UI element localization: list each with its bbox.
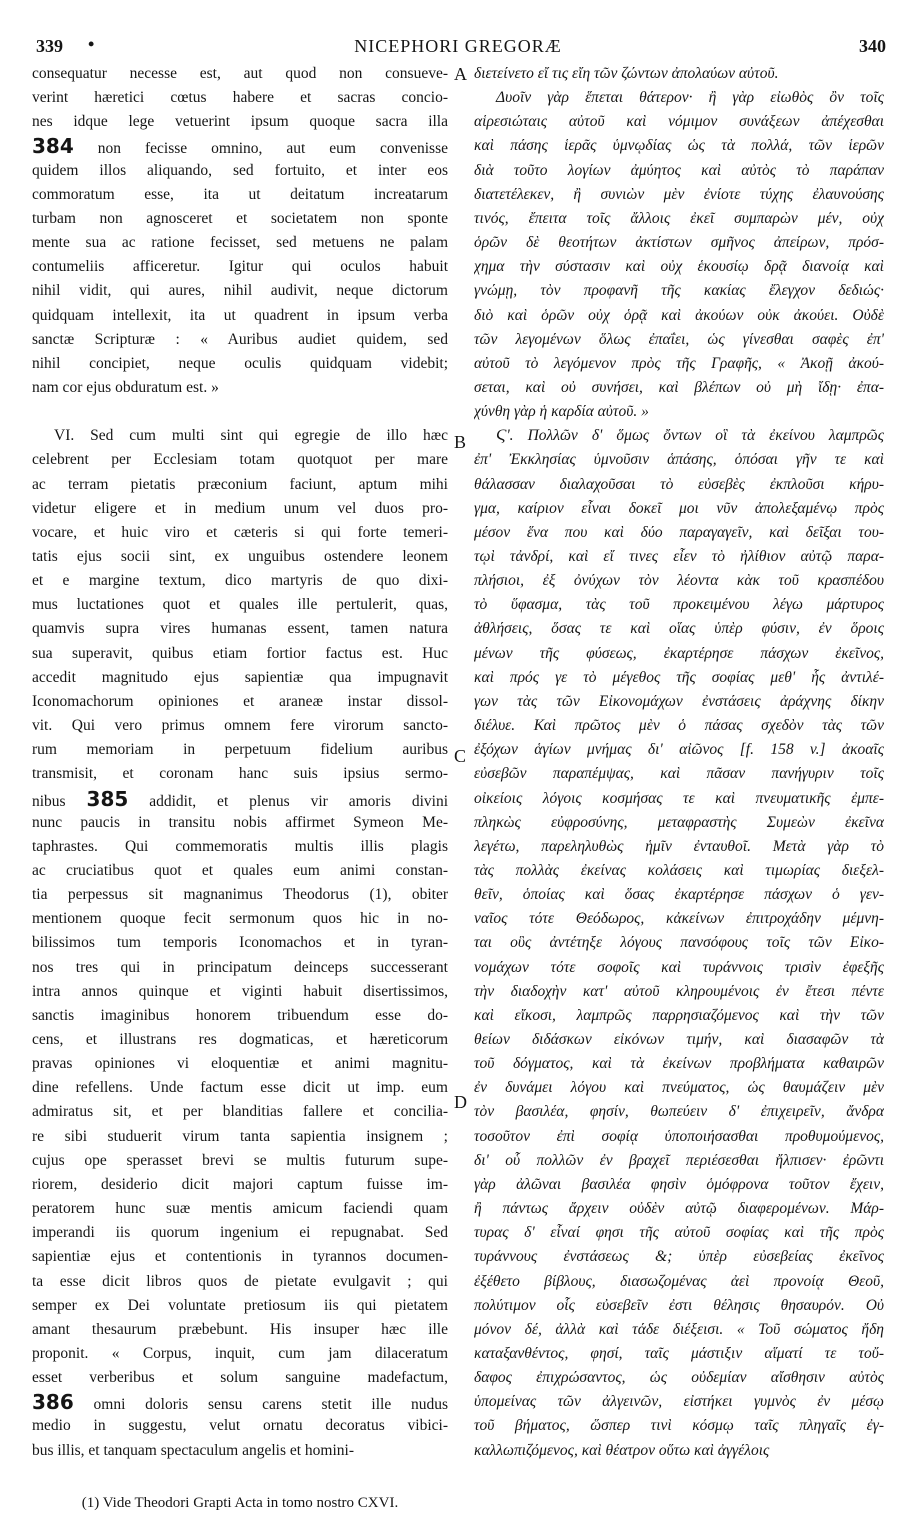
text-line: χύνθη γὰρ ἡ καρδία αὐτοῦ. » (474, 403, 649, 421)
text-line: ἐξέθετο βίβλους, διασωζομένας ἀεὶ προνοίᾳ Θεοῦ, (474, 1272, 884, 1290)
text-line: ται οὓς ἀντέτηξε λόγους πανσόφους τοῖς τῶν Εἰκο- (474, 934, 884, 952)
text-line: turbam non agnosceret et societatem non sponte (32, 209, 448, 227)
text-line: πολύτιμον οἷς εὐσεβεῖν ἐστι θέλησις θησαυρόν. Οὐ (474, 1296, 884, 1314)
text-line: mus luctationes quot et quales ille pertulerit, quas, (32, 596, 448, 614)
text-line: vit. Qui vero primus omnem fere virorum sancto- (32, 717, 448, 735)
text-line: χημα τὴν σύστασιν καὶ οὐχ ἑκουσίῳ δρᾷ διανοίᾳ καὶ (474, 258, 884, 276)
page-number-right: 340 (859, 36, 886, 56)
text-line: re sibi studuerit virum tanta sapientia insignem ; (32, 1127, 448, 1145)
text-line: τοῦ δόγματος, καὶ τὰ ἐκείνων προβλήματα καθαιρῶν (474, 1055, 884, 1073)
text-line: τυράννους ἐνστάσεως &; ὑπὲρ εὐσεβείας ἐκεῖνος (474, 1248, 884, 1266)
text-line: ὁρῶν δὲ θεοτήτων ἀκτίστων σμῆνος ἀπείρων, πρόσ- (474, 234, 884, 252)
text-line: Δυοῖν γὰρ ἕπεται θάτερον· ἢ γὰρ εἰωθὸς ὂν τοῖς (496, 89, 884, 107)
text-line (32, 400, 448, 424)
text-line: Iconomachorum opiniones et araneæ instar dissol- (32, 692, 448, 710)
text-line: γων τὰς τῶν Εἰκονομάχων ἐνστάσεις ἀράχνης δίκην (474, 692, 884, 710)
text-line: imperandi iis quorum ingenium ei repugnabat. Sed (32, 1224, 448, 1242)
text-line: διὰ τοῦτο λογίων ἀμύητος καὶ αὐτὸς τὸ παράπαν (474, 161, 884, 179)
inline-page-number: 385 (86, 786, 129, 811)
inline-page-number: 384 (32, 134, 74, 159)
text-line: nos tres qui in principatum deinceps successerant (32, 958, 448, 976)
text-line: rum memoriam in perpetuum fidelium auribus (32, 741, 448, 759)
text-line: celebrent per Ecclesiam totam quotquot per mare (32, 451, 448, 469)
text-line: ac cruciatibus quot et quales eum animi constan- (32, 861, 448, 879)
text-line: sua superavit, quibus etiam fortior factus est. Huc (32, 644, 448, 662)
text-line: sanctis imaginibus honorem tribuendum esse do- (32, 1006, 448, 1024)
text-line: γμα, καίριον εἶναι δοκεῖ μοι νῦν ἀπολεξαμένῳ πρὸς (474, 499, 884, 517)
text-line: διατετέλεκεν, ἢ συνιὼν μὲν ἐνίοτε τύχης ἐλαυνούσης (474, 185, 884, 203)
text-line: cens, et illustrans res dogmaticas, et hæreticorum (32, 1031, 448, 1048)
text-line: ἐξόχων ἁγίων μνήμας δι' αἰῶνος [f. 158 v.] ἀκοαῖς (474, 741, 884, 759)
text-line: accedit magnitudo ejus sapientiæ qua impugnavit (32, 668, 448, 686)
running-title: NICEPHORI GREGORÆ (354, 36, 562, 56)
text-line: dine refellens. Unde factum esse dicit ut imp. eum (32, 1079, 448, 1097)
text-line: verint hæretici cœtus habere et sacras concio- (32, 89, 448, 107)
text-line: consequatur necesse est, aut quod non consueve- (32, 65, 448, 82)
text-line: νομάχων τότε σοφοῖς καὶ τυράννοις τρισὶν ἐφεξῆς (474, 958, 884, 976)
text-line: τὸν βασιλέα, φησίν, θωπεύειν δ' ἐπιχειρεῖν, ἄνδρα (474, 1103, 884, 1121)
text-line: λεγέτω, παρεληλυθὼς ἡμῖν ἐνταυθοῖ. Μετὰ γὰρ τὸ (474, 837, 884, 855)
text-line: ἢ πάντως ἄρχειν οὐδὲν αὐτῷ διαφερομένων. Μάρ- (474, 1200, 884, 1218)
text-line: 384 non fecisse omnino, aut eum convenisse (32, 134, 448, 159)
text-line: nunc paucis in transitu nobis affirmet Symeon Me- (32, 813, 448, 831)
text-line: nibus 385 addidit, et plenus vir amoris divini (32, 786, 448, 811)
text-line: πλήσιοι, ἐξ ὀνύχων τὸν λέοντα κὰκ τοῦ κρασπέδου (474, 572, 884, 590)
running-header (30, 36, 886, 64)
margin-marker-d: D (454, 1092, 467, 1112)
text-line: τῶν λεγομένων ὅλως ἐπαΐει, ὡς γίνεσθαι σαφὲς ἐπ' (474, 330, 884, 348)
text-line: Ϛ'. Πολλῶν δ' ὅμως ὄντων οἳ τὰ ἐκείνου λαμπρῶς (496, 427, 884, 445)
text-line: οἰκείοις λόγοις κοσμήσας τε καὶ πνευματικῆς ἐμπε- (474, 789, 884, 807)
text-line: γὰρ ἀλῶναι βασιλέα φησὶν ὁμόφρονα τοῦτον ἔχειν, (474, 1175, 884, 1193)
text-line: transmisit, et coronam hanc suis ipsius sermo- (32, 765, 448, 783)
text-line: sanctæ Scripturæ : « Auribus audiet quidem, sed (32, 330, 448, 348)
text-line: καὶ πάσης ἱερᾶς ὑμνῳδίας ὡς τὰ πολλά, τῶν ἱερῶν (474, 137, 884, 155)
text-line: καταξανθέντος, φησί, ταῖς μάστιξιν αἵματί τε τοὔ- (474, 1344, 884, 1362)
text-line: διετείνετο εἴ τις εἴη τῶν ζώντων ἀπολαύων αὐτοῦ. (474, 65, 779, 82)
text-line: contumeliis afficeretur. Igitur qui oculos habuit (32, 258, 448, 276)
text-line: πληκὼς εὐφροσύνης, μεταφραστὴς Συμεὼν ἐκεῖνα (474, 813, 884, 831)
text-line: τινός, ἔπειτα τοῖς ἄλλοις ἐκεῖ συμπαρὼν μέν, οὐχ (474, 209, 884, 227)
text-line: medio in suggestu, velut ornatu decoratus vibici- (32, 1417, 448, 1435)
text-line: ὑπομείνας τῶν ἀλγεινῶν, εἰστήκει γυμνὸς ἐν μέσῳ (474, 1393, 884, 1411)
text-line: quidem illos aliquando, sed fortuito, et inter eos (32, 161, 448, 179)
text-line: vocare, et huic viro et cæteris si qui forte temeri- (32, 523, 448, 541)
text-line: quamvis supra vires humanas essent, tamen natura (32, 620, 448, 638)
text-line: sapientiæ ejus et contentionis in tyrannos documen- (32, 1248, 448, 1266)
text-line: mentionem quoque fecit sermonum quos hic in no- (32, 910, 448, 928)
text-line: εὐσεβῶν παραπέμψας, καὶ πᾶσαν πανήγυριν τοῖς (474, 765, 884, 783)
text-line: nihil concipiet, neque oculis quidquam videbit; (32, 354, 448, 372)
margin-marker-a: A (454, 64, 467, 84)
text-line: τὰς πολλὰς ἐκείνας κολάσεις καὶ τιμωρίας διεξελ- (474, 861, 884, 879)
header-dot: • (88, 34, 95, 54)
text-line: τῳὶ τἀνδρί, καὶ εἴ τινες εἶεν τὸ ἠλίθιον αὐτῷ παρα- (474, 548, 884, 565)
margin-marker-b: B (454, 432, 467, 452)
page-number-left: 339 (36, 36, 63, 56)
text-line: cujus ope sperasset brevi se multis futurum supe- (32, 1151, 448, 1169)
text-line: 386 omni doloris sensu carens stetit ille nudus (32, 1390, 448, 1415)
text-line: θεῖν, ὁποίας καὶ ὅσας ἐκαρτέρησε πάσχων ὁ γεν- (474, 886, 884, 904)
text-line: commoratum esse, ita ut deitatum increatarum (32, 185, 448, 203)
text-line: διὸ καὶ ὁρῶν οὐχ ὁρᾷ καὶ ἀκούων οὐκ ἀκούει. Οὐδὲ (474, 306, 884, 324)
text-line: διέλυε. Καὶ πρῶτος μὲν ὁ πάσας σχεδὸν τὰς τῶν (474, 717, 884, 735)
text-line: taphrastes. Qui commemoratis multis illis plagis (32, 837, 448, 855)
text-line: τὴν διαδοχὴν κατ' αὐτοῦ κληρουμένοις ἐν ἔτεσι πέντε (474, 982, 884, 1000)
text-line: nihil vidit, qui aures, nihil audivit, neque dictorum (32, 282, 448, 300)
text-line: bilissimos tum temporis Iconomachos et in tyran- (32, 934, 448, 952)
text-line: ac terram pietatis præconium faciunt, aptum mihi (32, 475, 448, 493)
text-line: semper ex Dei voluntate pretiosum iis qui pietatem (32, 1296, 448, 1314)
text-line: καλλωπιζόμενος, καὶ θέατρον οὕτω καὶ ἀγγέλοις (474, 1441, 770, 1459)
text-line: αὐτοῦ τὸ λεγόμενον πρὸς τῆς Γραφῆς, « Ἀκοῇ ἀκού- (474, 354, 884, 372)
text-line: VI. Sed cum multi sint qui egregie de illo hæc (54, 427, 448, 445)
text-line: μέσον ἕνα που καὶ δύο παραγαγεῖν, καὶ δεῖξαι του- (474, 523, 884, 541)
inline-page-number: 386 (32, 1390, 74, 1415)
margin-marker-c: C (454, 746, 467, 766)
text-line: θάλασσαν διαλαχοῦσαι τὸ εὐσεβὲς ἐκπλοῦσι κήρυ- (474, 475, 884, 493)
text-line: tia perpessus sit magnanimus Theodorus (1), obiter (32, 886, 448, 904)
text-line: proponit. « Corpus, inquit, cum jam dilaceratum (32, 1344, 448, 1362)
text-line: μένων τῆς φύσεως, ἐκαρτέρησε πάσχων ἐκεῖνος, (474, 644, 884, 662)
text-line: ἐπ' Ἐκκλησίας ὑμνοῦσιν ἁπάσης, ὁπόσαι γῆν τε καὶ (474, 451, 884, 469)
text-line: αἱρεσιώταις αὐτοῦ καὶ νόμιμον συνάξεων ἀπέχεσθαι (474, 113, 884, 131)
footnote: (1) Vide Theodori Grapti Acta in tomo nostro CXVI. (81, 1495, 399, 1511)
text-line: ἀθλήσεις, ὅσας τε καὶ οἵας ὑπὲρ φύσιν, ἐν ὅροις (474, 620, 884, 638)
text-line: admiratus sit, et per blanditias fallere et concilia- (32, 1103, 448, 1121)
text-line: nam cor ejus obduratum est. » (32, 378, 219, 396)
text-line: esset verberibus et solum sanguine madefactum, (32, 1369, 448, 1387)
text-line: tatis ejus socii sint, ex unguibus ostendere leonem (32, 548, 448, 565)
text-line: quidquam intellexit, ita ut quadrent in ipsum verba (32, 306, 448, 324)
text-line: ἐν δυνάμει λόγου καὶ πνεύματος, ὡς θαυμάζειν μὲν (474, 1079, 884, 1097)
text-line: δαφος ἐπιχρώσαντος, ὡς οὐδεμίαν αἴσθησιν αὐτὸς (474, 1369, 884, 1387)
text-line: τὸ ὕφασμα, τὰς τοῦ προκειμένου λέγω μάρτυρος (474, 596, 884, 614)
text-line: mente sua ac ratione fecisset, sed metuens ne palam (32, 234, 448, 252)
text-line: ta esse dicit libros quos de pietate evulgavit ; qui (32, 1272, 448, 1290)
text-line: nes idque lege vetuerint ipsum quoque sacra illa (32, 113, 448, 131)
text-line: ναῖος τότε Θεόδωρος, κἀκείνων ἐπιτροχάδην μέμνη- (474, 910, 884, 928)
text-line: τοῦ βήματος, ὥσπερ τινὶ κόσμῳ ταῖς πληγαῖς ἐγ- (474, 1417, 884, 1435)
text-line: et e margine textum, dico martyris de quo dixi- (32, 572, 448, 590)
text-line: τοσοῦτον ἐπὶ σοφίᾳ ὑποποιήσασθαι προθυμούμενος, (474, 1127, 884, 1145)
text-line: amant thesaurum præbebunt. His insuper hæc ille (32, 1320, 448, 1338)
text-line: bus illis, et tanquam spectaculum angelis et homini- (32, 1441, 354, 1459)
text-line: καὶ εἴκοσι, λαμπρῶς παρρησιαζόμενος καὶ τὴν τῶν (474, 1006, 884, 1024)
text-line: καὶ πρός γε τὸ μέγεθος τῆς σοφίας μεθ' ἧς ἀντιλέ- (474, 668, 884, 686)
text-line: riorem, desiderio dicit majori captum fuisse im- (32, 1175, 448, 1193)
text-line: γνώμῃ, τὸν προφανῆ τῆς κακίας ἔλεγχον δεδιώς· (474, 282, 884, 300)
text-line: τυρας δ' εἶναί φησι τῆς αὐτοῦ σοφίας καὶ τῆς πρὸς (474, 1224, 884, 1242)
text-line: pravas opiniones vi eloquentiæ et animi magnitu- (32, 1055, 448, 1073)
text-line: δι' οὗ πολλῶν ἐν βραχεῖ περιέσεσθαι ἤλπισεν· ἐρῶντι (474, 1151, 884, 1169)
text-line: videtur eligere et in medium unum vel duos pro- (32, 499, 448, 517)
text-line: peratorem hunc suæ mentis amicum faciendi quam (32, 1200, 448, 1218)
text-line: θείων διδάσκων εἰκόνων τιμήν, καὶ διασαφῶν τὰ (474, 1031, 884, 1048)
text-line: μόνον δέ, ἀλλὰ καὶ τάδε διέξεισι. « Τοῦ σώματος ἤδη (474, 1320, 884, 1338)
text-line: intra annos quinque et viginti habuit disertissimos, (32, 982, 448, 1000)
text-line: σεται, καὶ οὐ συνήσει, καὶ βλέπων οὐ μὴ ἴδῃ· ἐπα- (474, 378, 884, 396)
